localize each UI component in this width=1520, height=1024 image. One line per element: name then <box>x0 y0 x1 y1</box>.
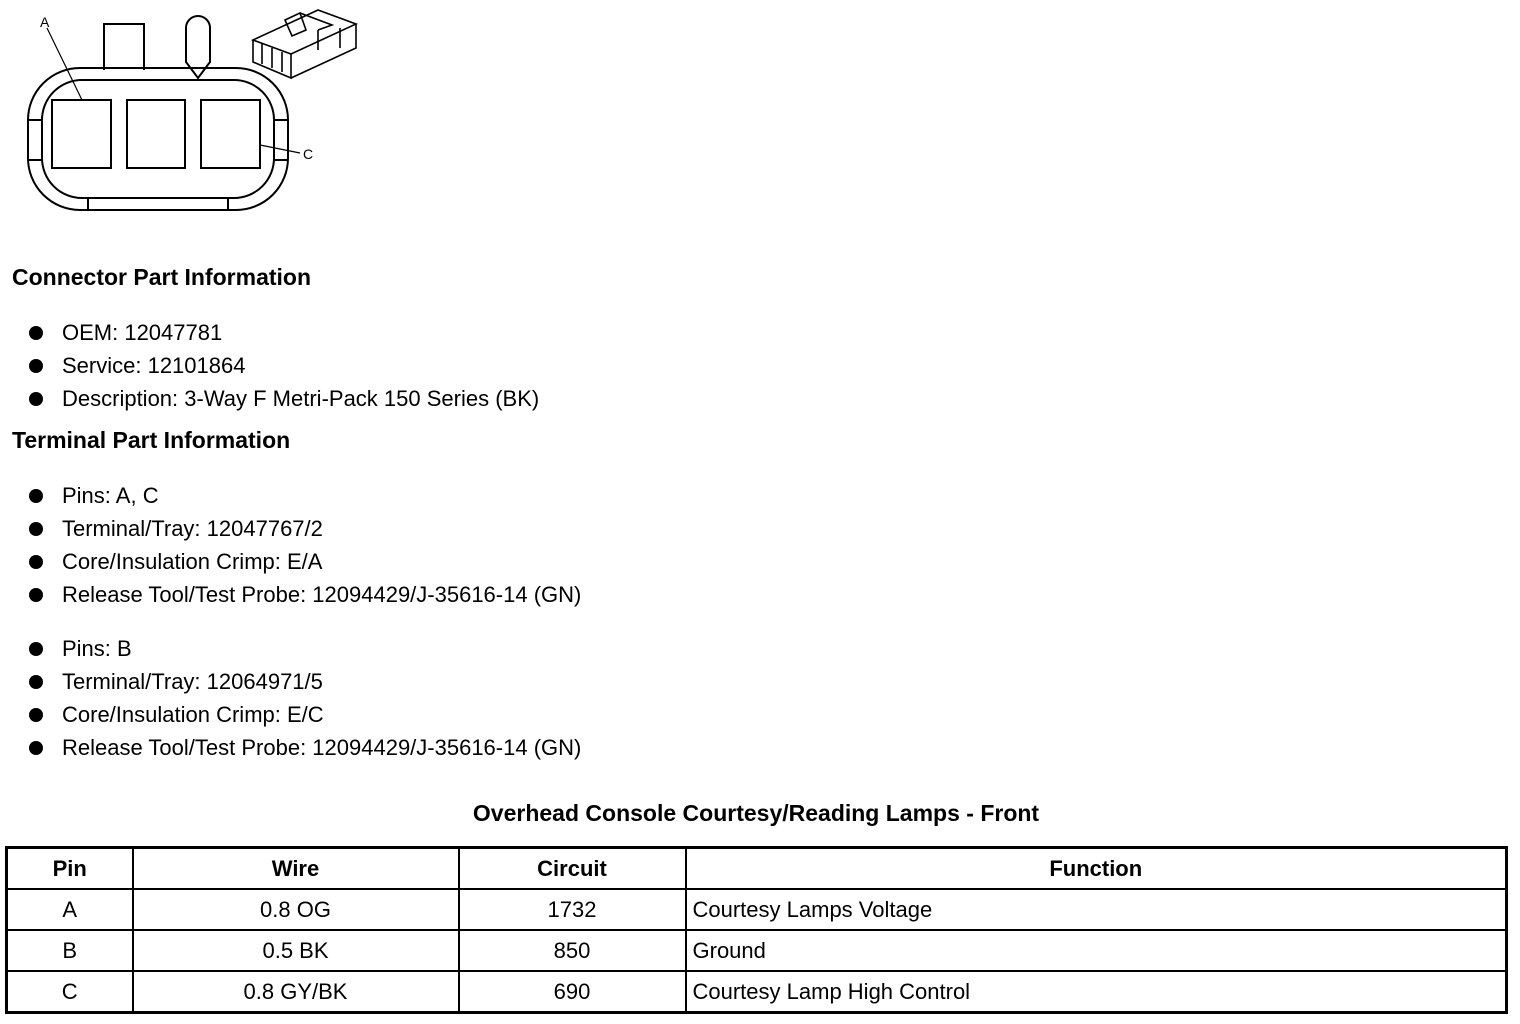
list-item: Core/Insulation Crimp: E/C <box>28 698 581 731</box>
table-row <box>7 889 1507 930</box>
bullet-icon <box>29 675 43 689</box>
table-row <box>7 930 1507 971</box>
bullet-icon <box>29 522 43 536</box>
cell-circuit: 1732 <box>459 889 686 930</box>
cell-function: Courtesy Lamps Voltage <box>686 889 1507 930</box>
column-header-pin: Pin <box>7 848 133 890</box>
cell-pin: C <box>7 971 133 1013</box>
terminal-info-list-2 <box>28 632 581 764</box>
cell-wire: 0.8 GY/BK <box>133 971 459 1013</box>
list-item: Description: 3-Way F Metri-Pack 150 Series (BK) <box>28 382 539 415</box>
bullet-icon <box>29 708 43 722</box>
callout-label-c: C <box>303 146 314 162</box>
column-header-wire: Wire <box>133 848 459 890</box>
table-header-row <box>7 848 1507 890</box>
pinout-table <box>5 846 1508 1014</box>
list-item: Pins: A, C <box>28 479 581 512</box>
cell-function: Ground <box>686 930 1507 971</box>
list-item: Pins: B <box>28 632 581 665</box>
callout-line-c <box>260 145 300 153</box>
table-title: Overhead Console Courtesy/Reading Lamps - Front <box>472 800 1040 826</box>
bullet-icon <box>29 588 43 602</box>
bullet-icon <box>29 741 43 755</box>
connector-lock-tab <box>104 24 144 70</box>
cell-function: Courtesy Lamp High Control <box>686 971 1507 1013</box>
cell-pin: A <box>7 889 133 930</box>
connector-info-heading: Connector Part Information <box>12 264 312 290</box>
cell-wire: 0.5 BK <box>133 930 459 971</box>
callout-line-a <box>47 28 82 100</box>
connector-diagram <box>0 0 370 225</box>
cell-pin: B <box>7 930 133 971</box>
bullet-icon <box>29 555 43 569</box>
cavity-b <box>127 100 185 168</box>
list-item: Terminal/Tray: 12064971/5 <box>28 665 581 698</box>
list-item: Release Tool/Test Probe: 12094429/J-35616-14 (GN) <box>28 578 581 611</box>
column-header-function: Function <box>686 848 1507 890</box>
list-item: Core/Insulation Crimp: E/A <box>28 545 581 578</box>
connector-info-list <box>28 316 539 415</box>
terminal-info-list-1 <box>28 479 581 611</box>
connector-housing-inner <box>42 80 274 198</box>
connector-thumbnail <box>253 10 356 78</box>
list-item: Release Tool/Test Probe: 12094429/J-35616-14 (GN) <box>28 731 581 764</box>
cavity-a <box>52 100 111 168</box>
bullet-icon <box>29 359 43 373</box>
cell-circuit: 850 <box>459 930 686 971</box>
bullet-icon <box>29 392 43 406</box>
bullet-icon <box>29 326 43 340</box>
bullet-icon <box>29 642 43 656</box>
list-item: Terminal/Tray: 12047767/2 <box>28 512 581 545</box>
cell-circuit: 690 <box>459 971 686 1013</box>
terminal-info-heading: Terminal Part Information <box>12 427 291 453</box>
cavity-c <box>201 100 260 168</box>
list-item: Service: 12101864 <box>28 349 539 382</box>
callout-label-a: A <box>40 14 50 30</box>
bullet-icon <box>29 489 43 503</box>
column-header-circuit: Circuit <box>459 848 686 890</box>
connector-housing-outer <box>28 68 288 210</box>
table-row <box>7 971 1507 1013</box>
list-item: OEM: 12047781 <box>28 316 539 349</box>
cell-wire: 0.8 OG <box>133 889 459 930</box>
